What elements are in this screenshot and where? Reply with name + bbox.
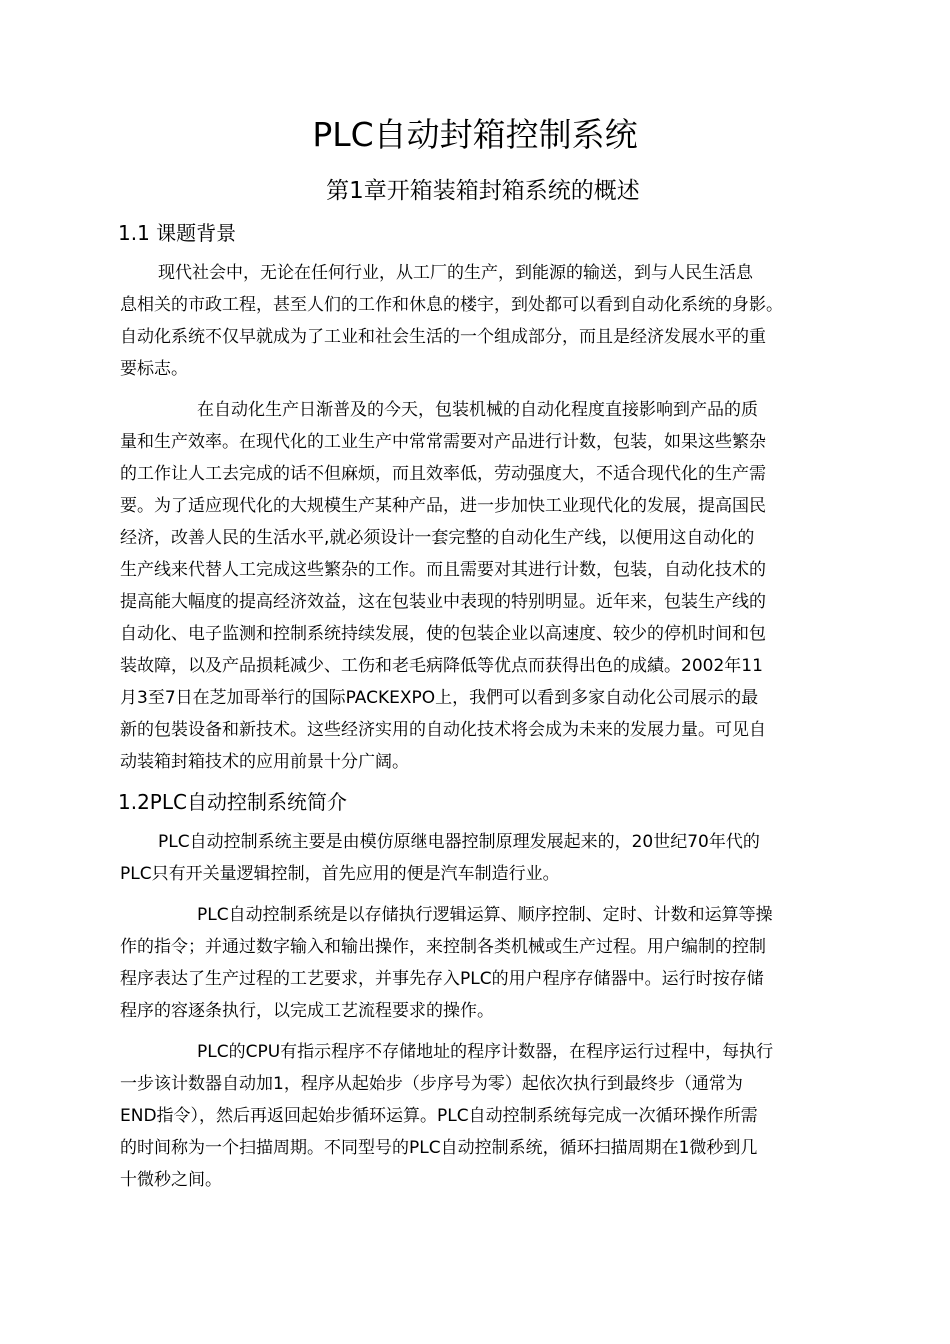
paragraph-line: 新的包裝设备和新技术。这些经济实用的自动化技术将会成为未来的发展力量。可见自 xyxy=(120,720,766,740)
paragraph-line: 提高能大幅度的提高经济效益，这在包装业中表现的特别明显。近年来，包装生产线的 xyxy=(120,592,766,612)
paragraph-line: 息相关的市政工程，甚至人们的工作和休息的楼宇，到处都可以看到自动化系统的身影。 xyxy=(120,295,783,315)
paragraph-line: 动装箱封箱技术的应用前景十分广阔。 xyxy=(120,752,409,772)
paragraph-line: PLC自动控制系统主要是由模仿原继电器控制原理发展起来的，20世纪70年代的 xyxy=(158,832,760,852)
paragraph-line: END指令），然后再返回起始步循环运算。PLC自动控制系统每完成一次循环操作所需 xyxy=(120,1106,758,1126)
chapter-heading: 第1章开箱装箱封箱系统的概述 xyxy=(326,178,640,204)
paragraph-line: PLC只有开关量逻辑控制，首先应用的便是汽车制造行业。 xyxy=(120,864,560,884)
paragraph-line: 要。为了适应现代化的大规模生产某种产品，进一步加快工业现代化的发展，提高国民 xyxy=(120,496,766,516)
document-title: PLC自动封箱控制系统 xyxy=(312,115,638,154)
paragraph-line: 一步该计数器自动加1，程序从起始步（步序号为零）起依次执行到最终步（通常为 xyxy=(120,1074,743,1094)
paragraph-line: 要标志。 xyxy=(120,359,188,379)
paragraph-line: 现代社会中，无论在任何行业，从工厂的生产，到能源的输送，到与人民生活息 xyxy=(158,263,753,283)
paragraph-line: 经济，改善人民的生活水平,就必须设计一套完整的自动化生产线，以便用这自动化的 xyxy=(120,528,755,548)
paragraph-line: 自动化、电子监测和控制系统持续发展，使的包装企业以高速度、较少的停机时间和包 xyxy=(120,624,766,644)
paragraph-line: 程序的容逐条执行，以完成工艺流程要求的操作。 xyxy=(120,1001,494,1021)
paragraph-line: 量和生产效率。在现代化的工业生产中常常需要对产品进行计数，包装，如果这些繁杂 xyxy=(120,432,766,452)
paragraph-line: 在自动化生产日渐普及的今天，包装机械的自动化程度直接影响到产品的质 xyxy=(197,400,758,420)
paragraph-line: 生产线来代替人工完成这些繁杂的工作。而且需要对其进行计数，包装，自动化技术的 xyxy=(120,560,766,580)
paragraph-line: 的时间称为一个扫描周期。不同型号的PLC自动控制系统，循环扫描周期在1微秒到几 xyxy=(120,1138,758,1158)
paragraph-line: 的工作让人工去完成的话不但麻烦，而且效率低，劳动强度大，不适合现代化的生产需 xyxy=(120,464,766,484)
paragraph-line: PLC的CPU有指示程序不存储地址的程序计数器，在程序运行过程中，每执行 xyxy=(197,1042,774,1062)
paragraph-line: 作的指令；并通过数字输入和输出操作，来控制各类机械或生产过程。用户编制的控制 xyxy=(120,937,766,957)
section-heading-1-1: 1.1 课题背景 xyxy=(118,221,237,245)
paragraph-line: 十微秒之间。 xyxy=(120,1170,222,1190)
paragraph-line: 自动化系统不仅早就成为了工业和社会生活的一个组成部分，而且是经济发展水平的重 xyxy=(120,327,766,347)
paragraph-line: 月3至7日在芝加哥举行的国际PACKEXPO上，我們可以看到多家自动化公司展示的最 xyxy=(120,688,759,708)
section-heading-1-2: 1.2PLC自动控制系统简介 xyxy=(118,790,347,814)
paragraph-line: PLC自动控制系统是以存储执行逻辑运算、顺序控制、定时、计数和运算等操 xyxy=(197,905,773,925)
paragraph-line: 程序表达了生产过程的工艺要求，并事先存入PLC的用户程序存储器中。运行时按存储 xyxy=(120,969,764,989)
paragraph-line: 装故障，以及产品损耗减少、工伤和老毛病降低等优点而获得出色的成績。2002年11 xyxy=(120,656,763,676)
